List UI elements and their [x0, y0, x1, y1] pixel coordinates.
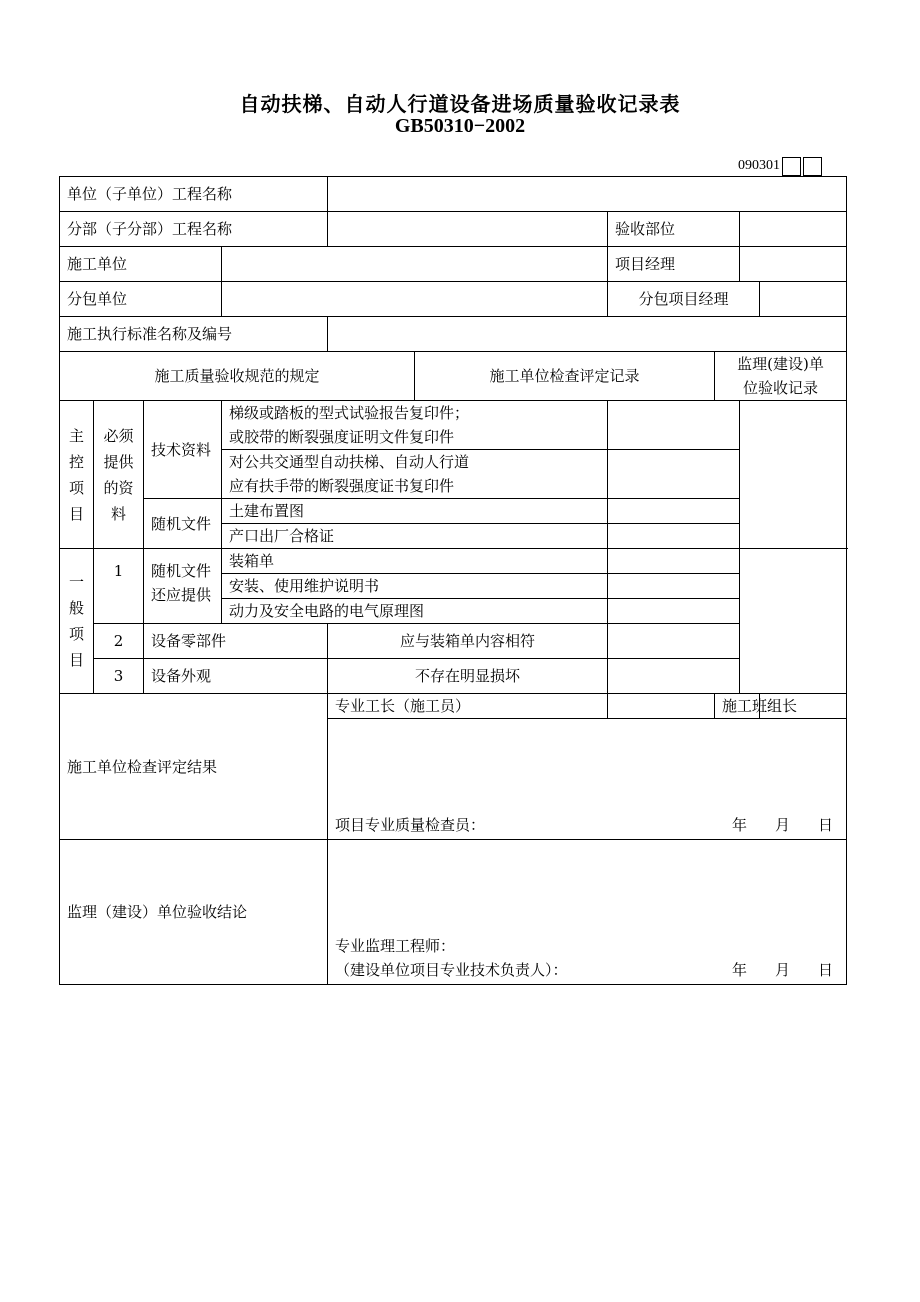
- input-contractor[interactable]: [222, 247, 608, 282]
- label-sub-project-manager: 分包项目经理: [608, 282, 760, 317]
- record-parts[interactable]: [608, 624, 740, 659]
- record-general-item-1[interactable]: [608, 549, 740, 574]
- input-standard-name[interactable]: [328, 317, 847, 352]
- general-items-label: 一 般 项 目: [60, 549, 94, 694]
- parts-label: 设备零部件: [144, 624, 328, 659]
- label-subcontractor: 分包单位: [60, 282, 222, 317]
- general-no-2: 2: [94, 624, 144, 659]
- random-item-2: 产口出厂合格证: [222, 524, 608, 549]
- general-no-1: 1: [94, 549, 144, 624]
- input-unit-project[interactable]: [328, 177, 847, 212]
- tech-item-2: 对公共交通型自动扶梯、自动人行道 应有扶手带的断裂强度证书复印件: [222, 450, 608, 499]
- form-code: [738, 156, 822, 176]
- record-tech-item-2[interactable]: [608, 450, 740, 499]
- general-no-3: 3: [94, 659, 144, 694]
- parts-requirement: 应与装箱单内容相符: [328, 624, 608, 659]
- label-standard-name: 施工执行标准名称及编号: [60, 317, 328, 352]
- standard-code: GB50310−2002: [394, 115, 526, 137]
- supervisor-general-record[interactable]: [740, 549, 847, 694]
- code-box-1[interactable]: [782, 157, 801, 176]
- tech-item-1: 梯级或踏板的型式试验报告复印件； 或胶带的断裂强度证明文件复印件: [222, 401, 608, 450]
- code-box-2[interactable]: [803, 157, 822, 176]
- random-item-1: 土建布置图: [222, 499, 608, 524]
- input-acceptance-part[interactable]: [740, 212, 847, 247]
- inspector-label: 项目专业质量检查员：: [335, 816, 486, 834]
- acceptance-record-table: [59, 176, 847, 985]
- appearance-requirement: 不存在明显损坏: [328, 659, 608, 694]
- record-appearance[interactable]: [608, 659, 740, 694]
- random-provide-label: 随机文件 还应提供: [144, 549, 222, 624]
- header-supervisor-record: 监理(建设)单 位验收记录: [715, 352, 847, 401]
- form-code-number: 090301: [738, 158, 780, 173]
- record-general-item-2[interactable]: [608, 574, 740, 599]
- record-general-item-3[interactable]: [608, 599, 740, 624]
- team-leader-label: 施工班组长: [715, 694, 760, 719]
- conclusion-label: 监理（建设）单位验收结论: [60, 840, 328, 985]
- input-subcontractor[interactable]: [222, 282, 608, 317]
- owner-rep-label: （建设单位项目专业技术负责人）：: [335, 961, 568, 979]
- foreman-input[interactable]: [608, 694, 715, 719]
- appearance-label: 设备外观: [144, 659, 328, 694]
- supervisor-main-record[interactable]: [740, 401, 847, 549]
- result-date: 年 月 日: [731, 816, 834, 834]
- label-project-manager: 项目经理: [608, 247, 740, 282]
- header-contractor-record: 施工单位检查评定记录: [415, 352, 715, 401]
- conclusion-date: 年 月 日: [731, 961, 834, 979]
- general-item-2: 安装、使用维护说明书: [222, 574, 608, 599]
- input-project-manager[interactable]: [740, 247, 847, 282]
- engineer-label: 专业监理工程师：: [335, 937, 456, 955]
- random-docs-label: 随机文件: [144, 499, 222, 549]
- result-signature-area[interactable]: [328, 719, 847, 840]
- result-label: 施工单位检查评定结果: [60, 694, 328, 840]
- foreman-label: 专业工长（施工员）: [328, 694, 608, 719]
- general-item-3: 动力及安全电路的电气原理图: [222, 599, 608, 624]
- input-sub-project-manager[interactable]: [760, 282, 847, 317]
- label-acceptance-part: 验收部位: [608, 212, 740, 247]
- record-random-item-1[interactable]: [608, 499, 740, 524]
- label-sub-project: 分部（子分部）工程名称: [60, 212, 328, 247]
- record-tech-item-1[interactable]: [608, 401, 740, 450]
- record-random-item-2[interactable]: [608, 524, 740, 549]
- label-contractor: 施工单位: [60, 247, 222, 282]
- conclusion-signature-area[interactable]: [328, 840, 847, 985]
- main-control-label: 主 控 项 目: [60, 401, 94, 549]
- form-title: 自动扶梯、自动人行道设备进场质量验收记录表: [239, 92, 681, 116]
- general-item-1: 装箱单: [222, 549, 608, 574]
- label-unit-project: 单位（子单位）工程名称: [60, 177, 328, 212]
- input-sub-project[interactable]: [328, 212, 608, 247]
- tech-docs-label: 技术资料: [144, 401, 222, 499]
- required-docs-label: 必须 提供 的资 料: [94, 401, 144, 549]
- header-spec: 施工质量验收规范的规定: [60, 352, 415, 401]
